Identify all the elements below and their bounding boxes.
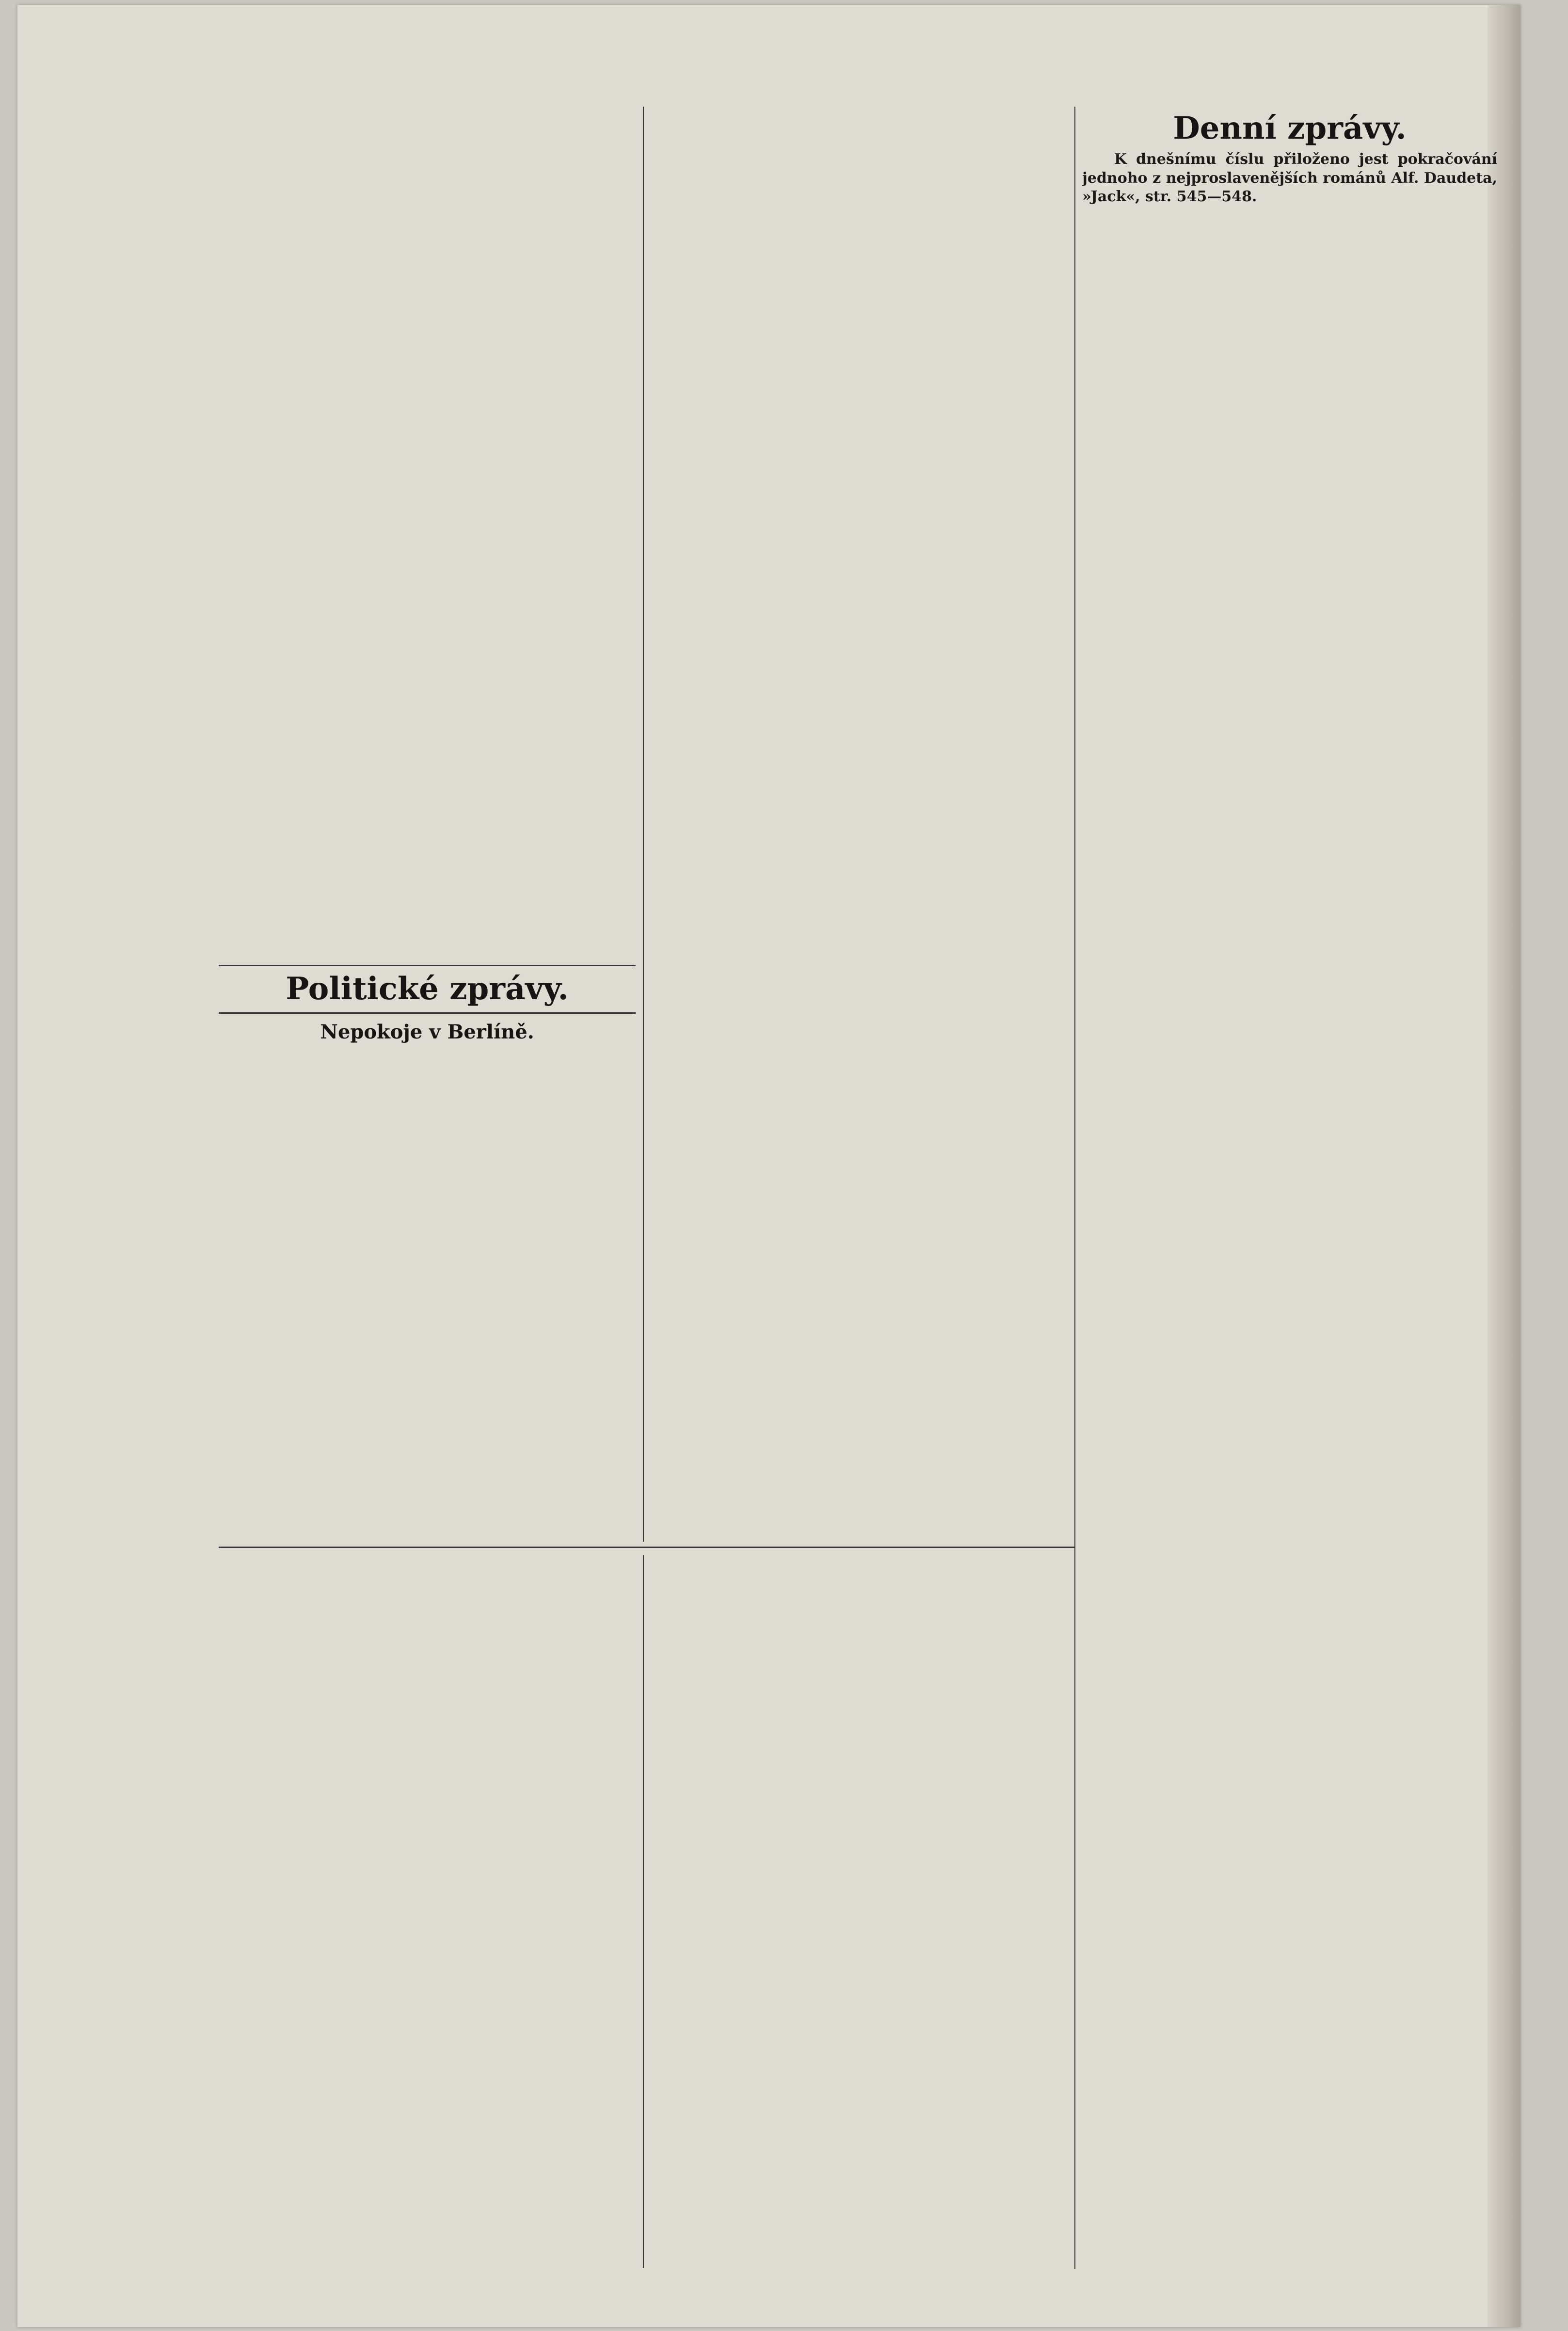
column-divider-2: [1074, 107, 1075, 2269]
column-3: [1082, 150, 1497, 2269]
feuilleton-column-2: [652, 1555, 1067, 2268]
section-heading-politicke-zpravy: Politické zprávy.: [286, 971, 569, 1007]
column-1-top-continued: [219, 1047, 636, 1532]
feuilleton-column-1: [219, 1555, 636, 2268]
column-divider-3: [643, 1555, 644, 2268]
feuilleton-separator: [219, 1547, 1074, 1548]
section-heading-denni-zpravy: Denní zprávy.: [1173, 110, 1407, 146]
section-rule-top: [219, 965, 636, 966]
column-2-top: [652, 107, 1067, 1542]
section-rule-bottom: [219, 1012, 636, 1014]
newspaper-page: [17, 5, 1520, 2327]
column-3-lead: K dnešnímu číslu přiloženo jest pokračování jednoho z nejproslavenějších románů Alf. Daudeta, »Jack«, str. 545—548.: [1082, 151, 1497, 205]
column-1-top: [219, 107, 636, 960]
article-heading-nepokoje: Nepokoje v Berlíně.: [320, 1021, 534, 1043]
column-divider-1: [643, 107, 644, 1542]
